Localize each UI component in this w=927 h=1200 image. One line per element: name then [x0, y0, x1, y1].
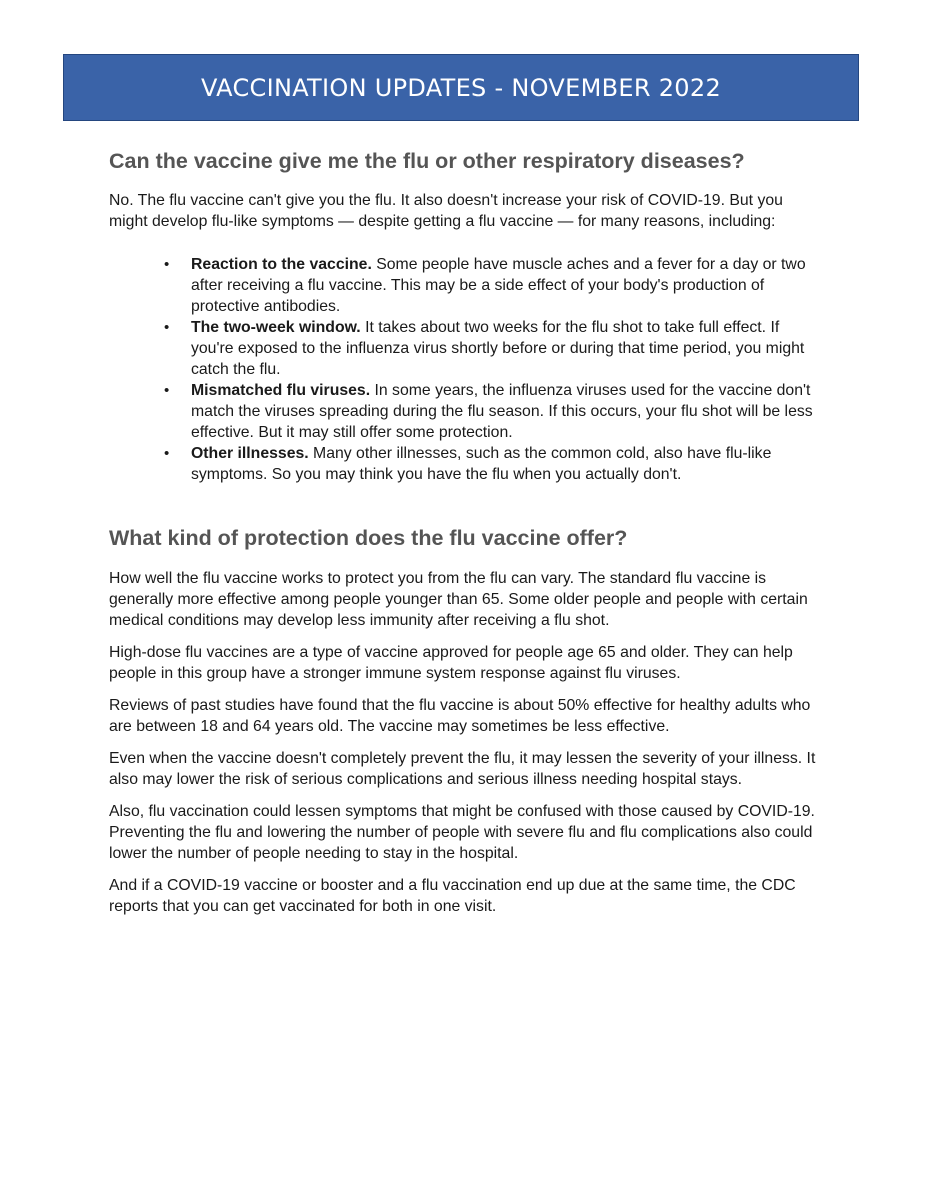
section-heading-protection: What kind of protection does the flu vaccine offer? — [109, 526, 628, 550]
section-heading-respiratory: Can the vaccine give me the flu or other respiratory diseases? — [109, 149, 745, 173]
reasons-list — [109, 254, 821, 485]
paragraph: Also, flu vaccination could lessen symptoms that might be confused with those caused by COVID-19. Preventing the flu and lowering the number of people with severe flu and flu complications also could lower the number of people needing to stay in the hospital. — [109, 803, 815, 862]
list-item-term: Other illnesses. — [191, 445, 309, 462]
list-item-text: In some years, the influenza viruses used for the vaccine don't match the viruses spreading during the flu season. If this occurs, your flu shot will be less effective. But it may still offer some protection. — [191, 382, 813, 441]
list-item-term: The two-week window. — [191, 319, 361, 336]
list-item — [109, 317, 821, 380]
header-banner — [63, 54, 859, 121]
intro-paragraph: No. The flu vaccine can't give you the flu. It also doesn't increase your risk of COVID-19. But you might develop flu-like symptoms — despite getting a flu vaccine — for many reasons, including: — [109, 192, 783, 230]
paragraph: High-dose flu vaccines are a type of vaccine approved for people age 65 and older. They can help people in this group have a stronger immune system response against flu viruses. — [109, 644, 793, 682]
list-item-term: Reaction to the vaccine. — [191, 256, 372, 273]
bullet-icon: • — [164, 256, 170, 273]
document-body — [109, 148, 821, 917]
paragraph: How well the flu vaccine works to protect you from the flu can vary. The standard flu vaccine is generally more effective among people younger than 65. Some older people and people with certain medical conditions may develop less immunity after receiving a flu shot. — [109, 570, 808, 629]
list-item — [109, 443, 821, 485]
list-item-text: Some people have muscle aches and a fever for a day or two after receiving a flu vaccine. This may be a side effect of your body's production of protective antibodies. — [191, 256, 806, 315]
list-item-text: It takes about two weeks for the flu shot to take full effect. If you're exposed to the influenza virus shortly before or during that time period, you might catch the flu. — [191, 319, 805, 378]
list-item — [109, 254, 821, 317]
paragraph: Reviews of past studies have found that the flu vaccine is about 50% effective for healthy adults who are between 18 and 64 years old. The vaccine may sometimes be less effective. — [109, 697, 811, 735]
banner-title: VACCINATION UPDATES - NOVEMBER 2022 — [200, 73, 722, 102]
paragraph: Even when the vaccine doesn't completely prevent the flu, it may lessen the severity of your illness. It also may lower the risk of serious complications and serious illness needing hospital stays. — [109, 750, 816, 788]
list-item-text: Many other illnesses, such as the common cold, also have flu-like symptoms. So you may think you have the flu when you actually don't. — [191, 445, 772, 483]
paragraph: And if a COVID-19 vaccine or booster and a flu vaccination end up due at the same time, the CDC reports that you can get vaccinated for both in one visit. — [109, 877, 796, 915]
bullet-icon: • — [164, 319, 170, 336]
bullet-icon: • — [164, 445, 170, 462]
list-item — [109, 380, 821, 443]
list-item-term: Mismatched flu viruses. — [191, 382, 371, 399]
bullet-icon: • — [164, 382, 170, 399]
